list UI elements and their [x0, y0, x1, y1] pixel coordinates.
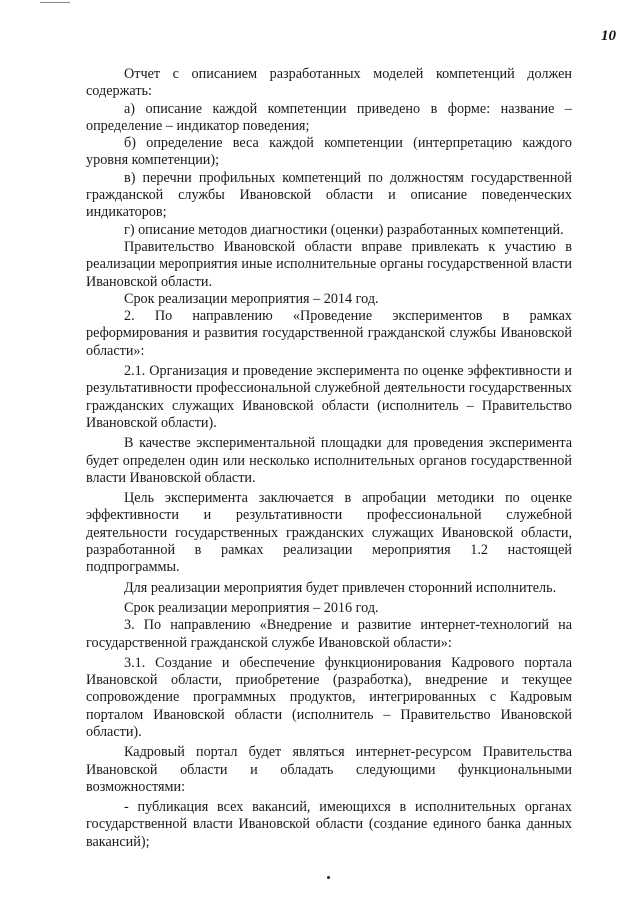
paragraph-experimental-site: В качестве экспериментальной площадки для проведения эксперимента будет определен один или несколько исполнительных органов государственной власти Ивановской области.	[86, 435, 572, 486]
scan-artifact-line	[40, 2, 70, 3]
list-item-v: в) перечни профильных компетенций по должностям государственной гражданской службы Ивановской области и описание поведенческих индикаторов;	[86, 169, 572, 221]
list-item-vacancies: - публикация всех вакансий, имеющихся в исполнительных органах государственной власти Ивановской области (создание единого банка данных вакансий);	[86, 799, 572, 850]
list-item-b: б) определение веса каждой компетенции (интерпретацию каждого уровня компетенции);	[86, 135, 572, 169]
paragraph-government-right: Правительство Ивановской области вправе привлекать к участию в реализации мероприятия иные исполнительные органы государственной власти Ивановской области.	[86, 238, 572, 290]
document-body	[86, 66, 572, 851]
list-item-a: а) описание каждой компетенции приведено в форме: название – определение – индикатор поведения;	[86, 100, 572, 134]
item-3-1: 3.1. Создание и обеспечение функционирования Кадрового портала Ивановской области, приобретение (разработка), внедрение и текущее сопровождение программных продуктов, интегрированных с Кадровым порталом Ивановской области (исполнитель – Правительство Ивановской области).	[86, 654, 572, 740]
paragraph-deadline-2014: Срок реализации мероприятия – 2014 год.	[124, 290, 379, 307]
paragraph-experiment-goal: Цель эксперимента заключается в апробации методики по оценке эффективности и результативности профессиональной служебной деятельности государственных гражданских служащих Ивановской области, разработанной в рамках реализации мероприятия 1.2 настоящей подпрограммы.	[86, 490, 572, 576]
page-number: 10	[601, 28, 616, 44]
list-item-g: г) описание методов диагностики (оценки) разработанных компетенций.	[124, 221, 564, 238]
paragraph-deadline-2016: Срок реализации мероприятия – 2016 год.	[124, 599, 379, 616]
item-2-1: 2.1. Организация и проведение эксперимента по оценке эффективности и результативности профессиональной служебной деятельности государственных гражданских служащих Ивановской области (исполнитель – Правительство Ивановской области).	[86, 363, 572, 431]
section-2-heading: 2. По направлению «Проведение экспериментов в рамках реформирования и развития государственной гражданской службы Ивановской области»:	[86, 308, 572, 359]
paragraph-hr-portal: Кадровый портал будет являться интернет-ресурсом Правительства Ивановской области и обладать следующими функциональными возможностями:	[86, 744, 572, 795]
section-3-heading: 3. По направлению «Внедрение и развитие интернет-технологий на государственной гражданской службе Ивановской области»:	[86, 617, 572, 651]
paragraph-report-contents: Отчет с описанием разработанных моделей компетенций должен содержать:	[86, 66, 572, 100]
paragraph-contractor: Для реализации мероприятия будет привлечен сторонний исполнитель.	[124, 579, 557, 596]
scan-artifact-dot	[327, 876, 330, 879]
